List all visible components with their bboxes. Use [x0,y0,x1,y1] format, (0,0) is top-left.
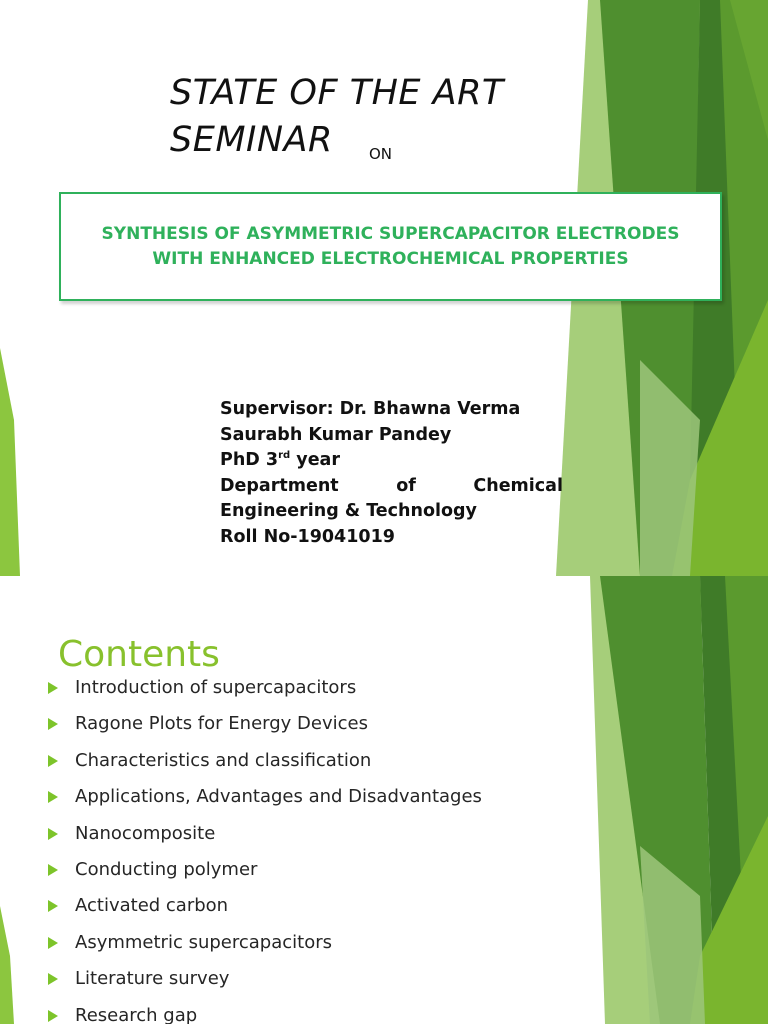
bullet-triangle-icon [48,791,58,803]
department-word: Department [220,475,339,496]
bullet-triangle-icon [48,828,58,840]
on-label: ON [369,145,393,163]
topic-box [59,192,722,301]
bullet-triangle-icon [48,755,58,767]
department-line-1 [220,474,563,500]
seminar-title-line-2: SEMINAR [170,120,333,160]
bullet-triangle-icon [48,1010,58,1022]
contents-item-label: Conducting polymer [75,858,258,880]
contents-item-label: Ragone Plots for Energy Devices [75,713,368,735]
student-name: Saurabh Kumar Pandey [220,424,452,445]
bullet-triangle-icon [48,682,58,694]
bullet-triangle-icon [48,864,58,876]
bullet-triangle-icon [48,900,58,912]
contents-item-label: Applications, Advantages and Disadvantages [75,786,482,808]
contents-heading: Contents [58,634,220,675]
contents-item-label: Activated carbon [75,895,229,917]
contents-item-label: Introduction of supercapacitors [75,677,357,698]
program-prefix: PhD 3 [220,450,279,470]
contents-item-label: Literature survey [75,968,230,990]
program-superscript: rd [278,450,291,461]
bullet-triangle-icon [48,718,58,730]
bullet-triangle-icon [48,937,58,949]
roll-number: Roll No-19041019 [220,526,395,547]
seminar-title-line-1: STATE OF THE ART [170,73,504,113]
contents-item-label: Asymmetric supercapacitors [75,931,332,953]
supervisor-line: Supervisor: Dr. Bhawna Verma [220,399,521,419]
bullet-triangle-icon [48,973,58,985]
program-year [220,448,563,474]
author-info [220,397,563,550]
topic-line-1: SYNTHESIS OF ASYMMETRIC SUPERCAPACITOR ELECTRODES [101,223,680,244]
department-line-2: Engineering & Technology [220,501,477,521]
contents-slide [0,576,768,1024]
contents-item-label: Characteristics and classification [75,749,372,771]
contents-item-label: Nanocomposite [75,822,216,844]
contents-item-label: Research gap [75,1004,198,1024]
program-suffix: year [290,450,340,470]
department-word: Chemical [473,475,563,496]
department-word: of [396,475,416,496]
topic-line-2: WITH ENHANCED ELECTROCHEMICAL PROPERTIES [152,248,629,269]
